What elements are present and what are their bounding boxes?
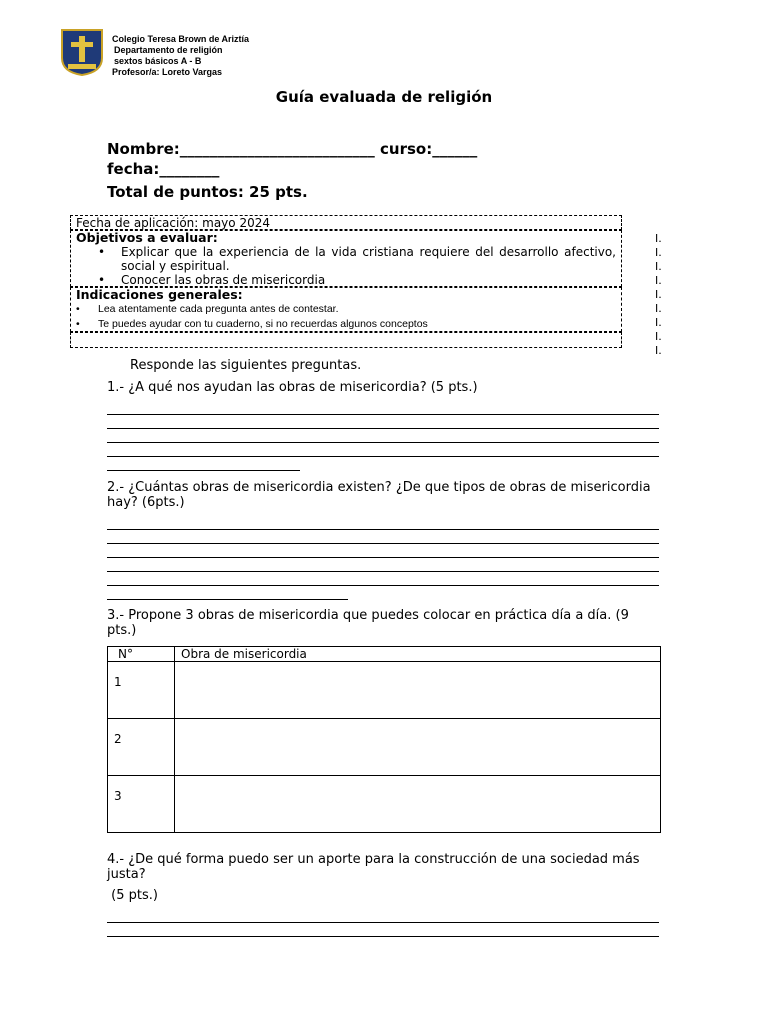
side-marker: I. [655,274,662,287]
table-answer-cell[interactable] [175,776,661,833]
side-marker: I. [655,246,662,259]
table-row [108,662,661,719]
instruction-text: Lea atentamente cada pregunta antes de contestar. [98,303,339,315]
bullet-icon: • [76,303,80,315]
side-marker: I. [655,330,662,343]
question-2: 2.- ¿Cuántas obras de misericordia existen? ¿De que tipos de obras de misericordia hay? (6pts.) [107,480,651,510]
side-markers [655,232,662,358]
instruction-item [76,317,616,332]
school-name: Colegio Teresa Brown de Ariztía [112,34,250,44]
answer-line[interactable] [107,529,659,530]
table-header-work: Obra de misericordia [175,647,661,662]
works-table [107,646,661,833]
objectives-box [70,230,622,287]
side-marker: I. [655,260,662,273]
answer-line[interactable] [107,414,659,415]
answer-line[interactable] [107,557,659,558]
instruction-text: Te puedes ayudar con tu cuaderno, si no recuerdas algunos conceptos [98,318,428,330]
question-1: 1.- ¿A qué nos ayudan las obras de misericordia? (5 pts.) [107,380,478,395]
answer-line[interactable] [107,428,659,429]
answer-line[interactable] [107,456,659,457]
table-row-number: 3 [108,776,175,833]
bullet-icon: • [98,273,106,287]
application-date: Fecha de aplicación: mayo 2024 [76,216,270,230]
table-row-number: 2 [108,719,175,776]
table-answer-cell[interactable] [175,662,661,719]
question-3: 3.- Propone 3 obras de misericordia que puedes colocar en práctica día a día. (9 pts.) [107,608,629,638]
date-field: fecha:________ [107,160,220,178]
answer-line[interactable] [107,599,348,600]
teacher: Profesor/a: Loreto Vargas [112,67,223,77]
side-marker: I. [655,302,662,315]
question-4-points: (5 pts.) [107,888,158,903]
total-points: Total de puntos: 25 pts. [107,183,308,201]
table-answer-cell[interactable] [175,719,661,776]
department: Departamento de religión [114,45,223,55]
table-row-number: 1 [108,662,175,719]
instructions-heading: Indicaciones generales: [76,287,243,302]
side-marker: I. [655,316,662,329]
table-row [108,776,661,833]
objective-item [76,273,616,287]
school-header [112,34,249,78]
answer-line[interactable] [107,571,659,572]
school-crest-logo [60,28,104,76]
question-4: 4.- ¿De qué forma puedo ser un aporte para la construcción de una sociedad más justa? [107,852,640,882]
table-row [108,719,661,776]
answer-line[interactable] [107,543,659,544]
answer-line[interactable] [107,922,659,923]
name-course-field: Nombre:__________________________ curso:______ [107,140,478,158]
side-marker: I. [655,232,662,245]
courses: sextos básicos A - B [114,56,202,66]
objective-item [76,245,616,273]
bullet-icon: • [98,245,106,259]
instruction-text: Responde las siguientes preguntas. [130,358,362,373]
application-date-box [70,215,622,230]
objective-text: Explicar que la experiencia de la vida cristiana requiere del desarrollo afectivo, social y espiritual. [121,245,616,273]
objectives-heading: Objetivos a evaluar: [76,230,218,245]
side-marker: I. [655,344,662,357]
answer-line[interactable] [107,442,659,443]
answer-line[interactable] [107,470,300,471]
document-title: Guía evaluada de religión [275,88,493,106]
side-marker: I. [655,288,662,301]
answer-line[interactable] [107,936,659,937]
table-header-row [108,647,661,662]
objective-text: Conocer las obras de misericordia [121,273,326,287]
bullet-icon: • [76,318,80,330]
instructions-box [70,287,622,332]
empty-box-row [70,332,622,348]
table-header-number: N° [108,647,175,662]
answer-line[interactable] [107,585,659,586]
instruction-item [76,302,616,317]
